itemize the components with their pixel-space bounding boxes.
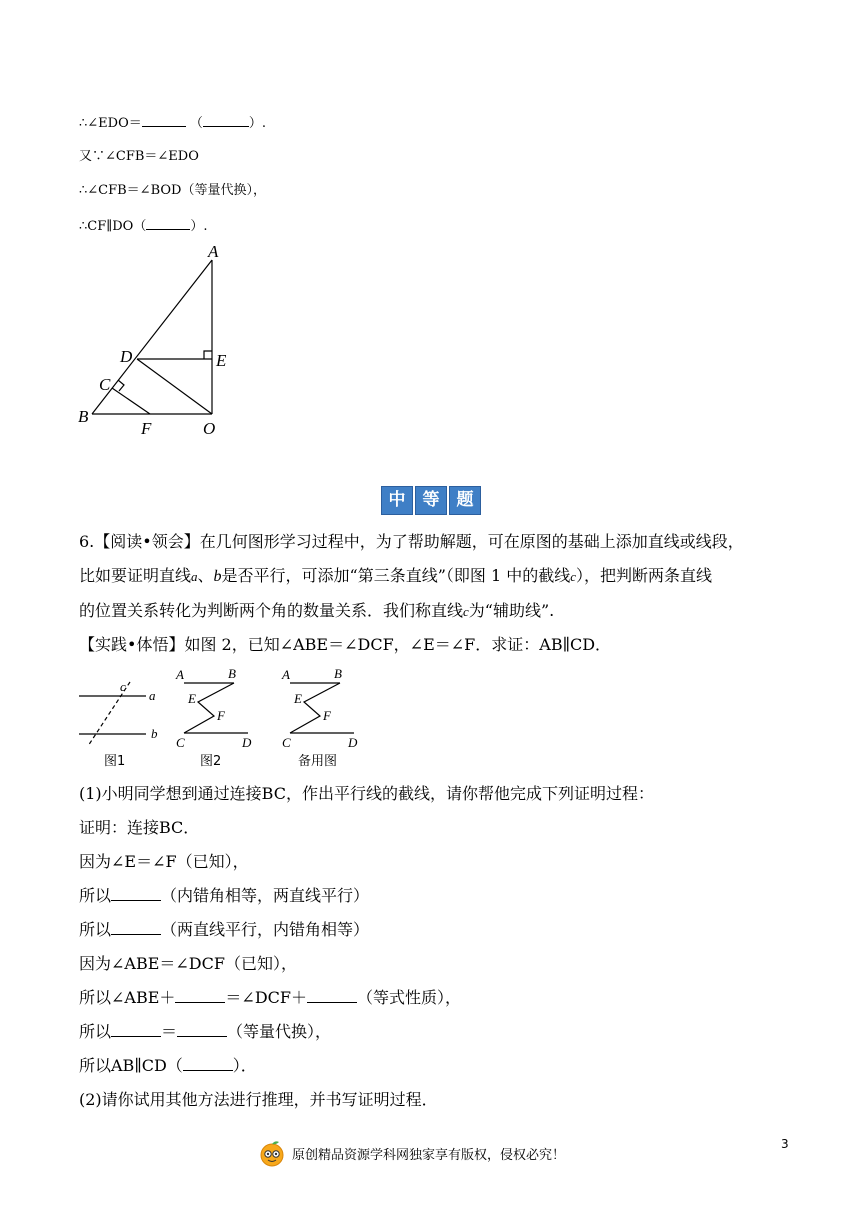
page-number: 3 xyxy=(781,1137,789,1151)
question-1 xyxy=(79,784,654,804)
text: ），把判断两条直线 xyxy=(576,566,713,585)
label-b: B xyxy=(78,407,89,426)
text: ∴∠EDO＝ xyxy=(79,116,142,131)
label-d: D xyxy=(120,347,133,366)
badge-char: 题 xyxy=(449,486,481,515)
text: ∴CF∥DO（ xyxy=(79,219,147,234)
figure-1 xyxy=(74,664,169,776)
text: ）． xyxy=(232,1056,257,1075)
var-b: b xyxy=(213,568,222,585)
text: （内错角相等，两直线平行） xyxy=(161,886,370,905)
label-e: E xyxy=(294,691,302,706)
problem6-line4 xyxy=(79,635,611,655)
triangle-figure xyxy=(70,240,240,449)
text: (2)请你试用其他方法进行推理，并书写证明过程． xyxy=(79,1090,438,1109)
label-b: B xyxy=(334,666,342,681)
text: 所以 xyxy=(79,920,112,939)
badge-char: 等 xyxy=(415,486,447,515)
text: 是否平行，可添加“第三条直线”（即图 1 中的截线 xyxy=(221,566,571,585)
label-b: B xyxy=(228,666,236,681)
text: 【实践•体悟】如图 2，已知∠ABE＝∠DCF，∠E＝∠F．求证：AB∥CD． xyxy=(79,635,612,654)
orange-mascot-icon xyxy=(258,1139,286,1167)
copyright-notice: 原创精品资源学科网独家享有版权，侵权必究！ xyxy=(292,1147,566,1163)
text: ）. xyxy=(190,219,208,234)
proof-step-7 xyxy=(79,1022,331,1042)
right-angle-mark-e xyxy=(204,351,212,359)
text: （等式性质）， xyxy=(357,988,462,1007)
problem6-line1 xyxy=(79,532,744,552)
var-c: c xyxy=(570,569,577,584)
answer-blank[interactable] xyxy=(142,112,186,127)
text: ＝∠DCF＋ xyxy=(225,988,307,1007)
text: 为“辅助线”. xyxy=(468,601,555,620)
label-a: a xyxy=(149,688,156,703)
answer-blank[interactable] xyxy=(111,920,161,935)
segment-cf xyxy=(112,388,150,414)
answer-blank[interactable] xyxy=(111,1022,161,1037)
text: 的位置关系转化为判断两个角的数量关系．我们称直线 xyxy=(79,601,464,620)
figure-2 xyxy=(170,664,265,776)
text: 因为∠E＝∠F（已知）， xyxy=(79,852,249,871)
answer-blank[interactable] xyxy=(177,1022,227,1037)
label-a: A xyxy=(208,242,219,261)
text: ＝ xyxy=(161,1022,178,1041)
badge-char: 中 xyxy=(381,486,413,515)
text: （两直线平行，内错角相等） xyxy=(161,920,370,939)
answer-blank[interactable] xyxy=(175,988,225,1003)
problem6-line3 xyxy=(79,601,554,622)
text: （等量代换）， xyxy=(227,1022,332,1041)
label-c: C xyxy=(282,735,291,750)
caption-fig2: 图2 xyxy=(200,754,222,769)
footer xyxy=(258,1138,565,1168)
label-c: C xyxy=(176,735,185,750)
proof-line-substitution xyxy=(79,181,266,201)
text: 所以AB∥CD（ xyxy=(79,1056,183,1075)
proof-step-4 xyxy=(79,920,369,940)
question-2 xyxy=(79,1090,438,1110)
proof-step-5 xyxy=(79,954,297,974)
label-f: F xyxy=(323,708,331,723)
var-a: a xyxy=(191,569,198,584)
text: (1)小明同学想到通过连接BC，作出平行线的截线，请你帮他完成下列证明过程： xyxy=(79,784,654,803)
text: 所以∠ABE＋ xyxy=(79,988,176,1007)
label-a: A xyxy=(282,667,290,682)
text: ∴∠CFB＝∠BOD（等量代换）， xyxy=(79,183,266,198)
text: 又∵∠CFB＝∠EDO xyxy=(79,149,199,164)
label-e: E xyxy=(216,351,227,370)
label-c: c xyxy=(120,679,126,694)
text: 比如要证明直线 xyxy=(79,566,192,585)
text: 证明：连接BC． xyxy=(79,818,200,837)
answer-blank[interactable] xyxy=(146,215,190,230)
problem6-line2 xyxy=(79,566,712,587)
text: （ xyxy=(189,116,203,131)
label-c: C xyxy=(99,375,111,394)
segment-do xyxy=(137,359,212,414)
proof-step-6 xyxy=(79,988,461,1008)
caption-backup: 备用图 xyxy=(298,754,338,769)
label-d: D xyxy=(242,735,252,750)
label-f: F xyxy=(141,419,152,438)
label-b: b xyxy=(151,726,158,741)
text: 、 xyxy=(197,566,214,585)
proof-step-2 xyxy=(79,852,249,872)
text: 所以 xyxy=(79,1022,112,1041)
proof-line-edo xyxy=(79,112,266,134)
caption-fig1: 图1 xyxy=(104,754,126,769)
section-title-medium-questions xyxy=(381,486,481,513)
label-a: A xyxy=(176,667,184,682)
proof-line-given xyxy=(79,147,199,167)
proof-step-1 xyxy=(79,818,199,838)
right-angle-mark-c xyxy=(118,380,124,391)
answer-blank[interactable] xyxy=(203,112,249,127)
proof-step-8 xyxy=(79,1056,257,1076)
text: 所以 xyxy=(79,886,112,905)
text: ）. xyxy=(248,116,267,131)
label-f: F xyxy=(217,708,225,723)
text: 6.【阅读•领会】在几何图形学习过程中，为了帮助解题，可在原图的基础上添加直线或线段， xyxy=(79,532,744,551)
answer-blank[interactable] xyxy=(111,886,161,901)
answer-blank[interactable] xyxy=(307,988,357,1003)
var-c: c xyxy=(463,604,469,619)
proof-step-3 xyxy=(79,886,369,906)
label-o: O xyxy=(203,419,216,438)
label-e: E xyxy=(188,691,196,706)
label-d: D xyxy=(348,735,358,750)
text: 因为∠ABE＝∠DCF（已知）， xyxy=(79,954,297,973)
proof-line-conclusion xyxy=(79,215,207,237)
answer-blank[interactable] xyxy=(183,1056,233,1071)
figure-backup xyxy=(276,664,371,776)
